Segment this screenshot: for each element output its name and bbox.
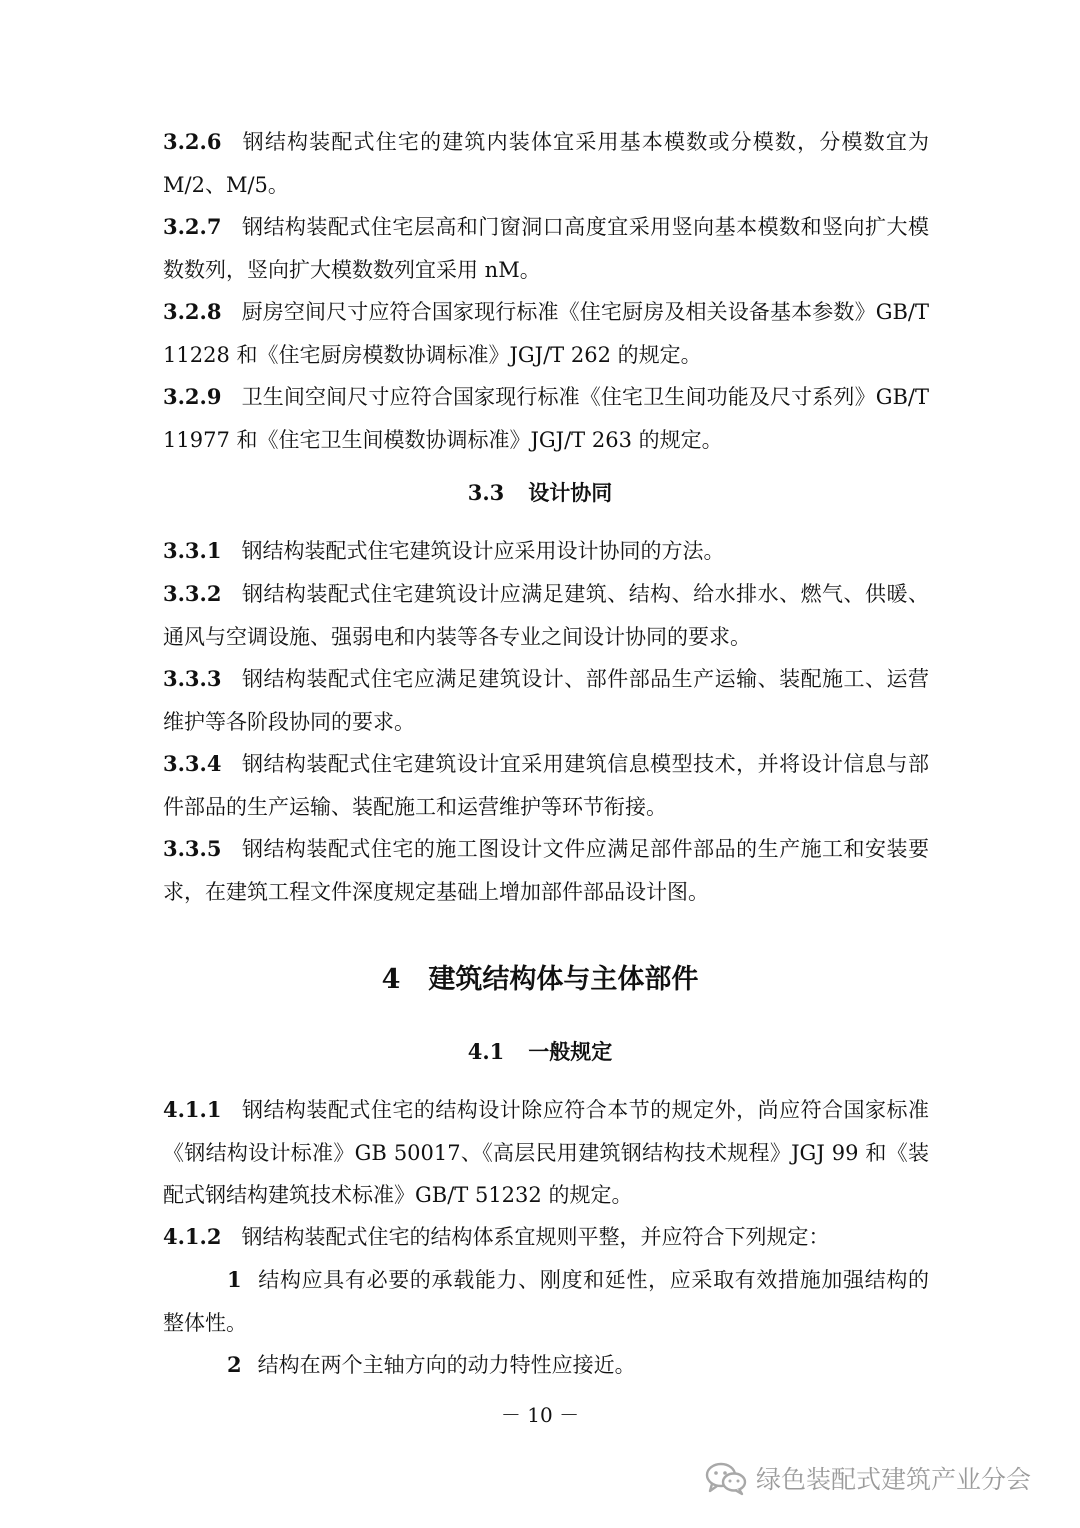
clause-3-3-3: [163, 658, 929, 743]
clause-4-1-2: [163, 1216, 929, 1259]
item-number: 1: [227, 1267, 242, 1292]
clause-number: 3.3.5: [163, 836, 222, 861]
section-number: 4.1: [467, 1039, 505, 1064]
clause-text: 钢结构装配式住宅建筑设计应满足建筑、结构、给水排水、燃气、供暖、通风与空调设施、强弱电和内装等各专业之间设计协同的要求。: [163, 582, 929, 649]
chapter-heading-4: [0, 960, 1080, 1000]
clause-number: 3.2.6: [163, 129, 222, 154]
watermark-text: 绿色装配式建筑产业分会: [756, 1465, 1032, 1494]
clause-text: 钢结构装配式住宅的建筑内装体宜采用基本模数或分模数，分模数宜为M/2、M/5。: [163, 130, 929, 197]
clause-3-3-4: [163, 743, 929, 828]
clause-text: 厨房空间尺寸应符合国家现行标准《住宅厨房及相关设备基本参数》GB/T 11228 和《住宅厨房模数协调标准》JGJ/T 262 的规定。: [163, 300, 929, 367]
clause-text: 钢结构装配式住宅的结构体系宜规则平整，并应符合下列规定：: [241, 1225, 830, 1249]
clause-text: 钢结构装配式住宅建筑设计应采用设计协同的方法。: [241, 539, 725, 563]
item-text: 结构在两个主轴方向的动力特性应接近。: [257, 1353, 636, 1377]
wechat-icon: [704, 1460, 748, 1496]
page-number: － 10 －: [500, 1403, 580, 1427]
item-number: 2: [227, 1352, 242, 1377]
clause-3-2-9: [163, 376, 929, 461]
clause-text: 钢结构装配式住宅的结构设计除应符合本节的规定外，尚应符合国家标准《钢结构设计标准》GB 50017、《高层民用建筑钢结构技术规程》JGJ 99 和《装配式钢结构建筑技术标准》GB/T 51232 的规定。: [163, 1098, 929, 1207]
clause-3-3-2: [163, 573, 929, 658]
clause-text: 钢结构装配式住宅建筑设计宜采用建筑信息模型技术，并将设计信息与部件部品的生产运输、装配施工和运营维护等环节衔接。: [163, 752, 929, 819]
clause-number: 3.3.3: [163, 666, 222, 691]
clause-3-2-8: [163, 291, 929, 376]
clause-number: 3.3.1: [163, 538, 222, 563]
clause-text: 钢结构装配式住宅应满足建筑设计、部件部品生产运输、装配施工、运营维护等各阶段协同的要求。: [163, 667, 929, 734]
clause-text: 卫生间空间尺寸应符合国家现行标准《住宅卫生间功能及尺寸系列》GB/T 11977 和《住宅卫生间模数协调标准》JGJ/T 263 的规定。: [163, 385, 929, 452]
clause-text: 钢结构装配式住宅层高和门窗洞口高度宜采用竖向基本模数和竖向扩大模数数列，竖向扩大模数数列宜采用 nM。: [163, 215, 929, 282]
clause-3-3-1: [163, 530, 929, 573]
item-text: 结构应具有必要的承载能力、刚度和延性，应采取有效措施加强结构的整体性。: [163, 1268, 929, 1335]
clause-number: 4.1.1: [163, 1097, 222, 1122]
chapter-title: 建筑结构体与主体部件: [428, 964, 699, 995]
clause-number: 4.1.2: [163, 1224, 222, 1249]
clause-number: 3.2.7: [163, 214, 222, 239]
clause-number: 3.2.9: [163, 384, 222, 409]
section-heading-3-3: [0, 478, 1080, 508]
section-heading-4-1: [0, 1037, 1080, 1067]
section-title: 一般规定: [528, 1039, 613, 1064]
list-item-1: [163, 1259, 929, 1344]
chapter-number: 4: [381, 964, 401, 995]
list-item-2: [163, 1344, 929, 1387]
section-title: 设计协同: [528, 480, 613, 505]
clause-text: 钢结构装配式住宅的施工图设计文件应满足部件部品的生产施工和安装要求，在建筑工程文件深度规定基础上增加部件部品设计图。: [163, 837, 929, 904]
clause-number: 3.3.2: [163, 581, 222, 606]
clause-number: 3.2.8: [163, 299, 222, 324]
clause-number: 3.3.4: [163, 751, 222, 776]
clause-3-2-7: [163, 206, 929, 291]
clause-3-3-5: [163, 828, 929, 913]
watermark: [704, 1458, 1031, 1498]
section-number: 3.3: [467, 480, 505, 505]
clause-4-1-1: [163, 1089, 929, 1217]
clause-3-2-6: [163, 121, 929, 206]
